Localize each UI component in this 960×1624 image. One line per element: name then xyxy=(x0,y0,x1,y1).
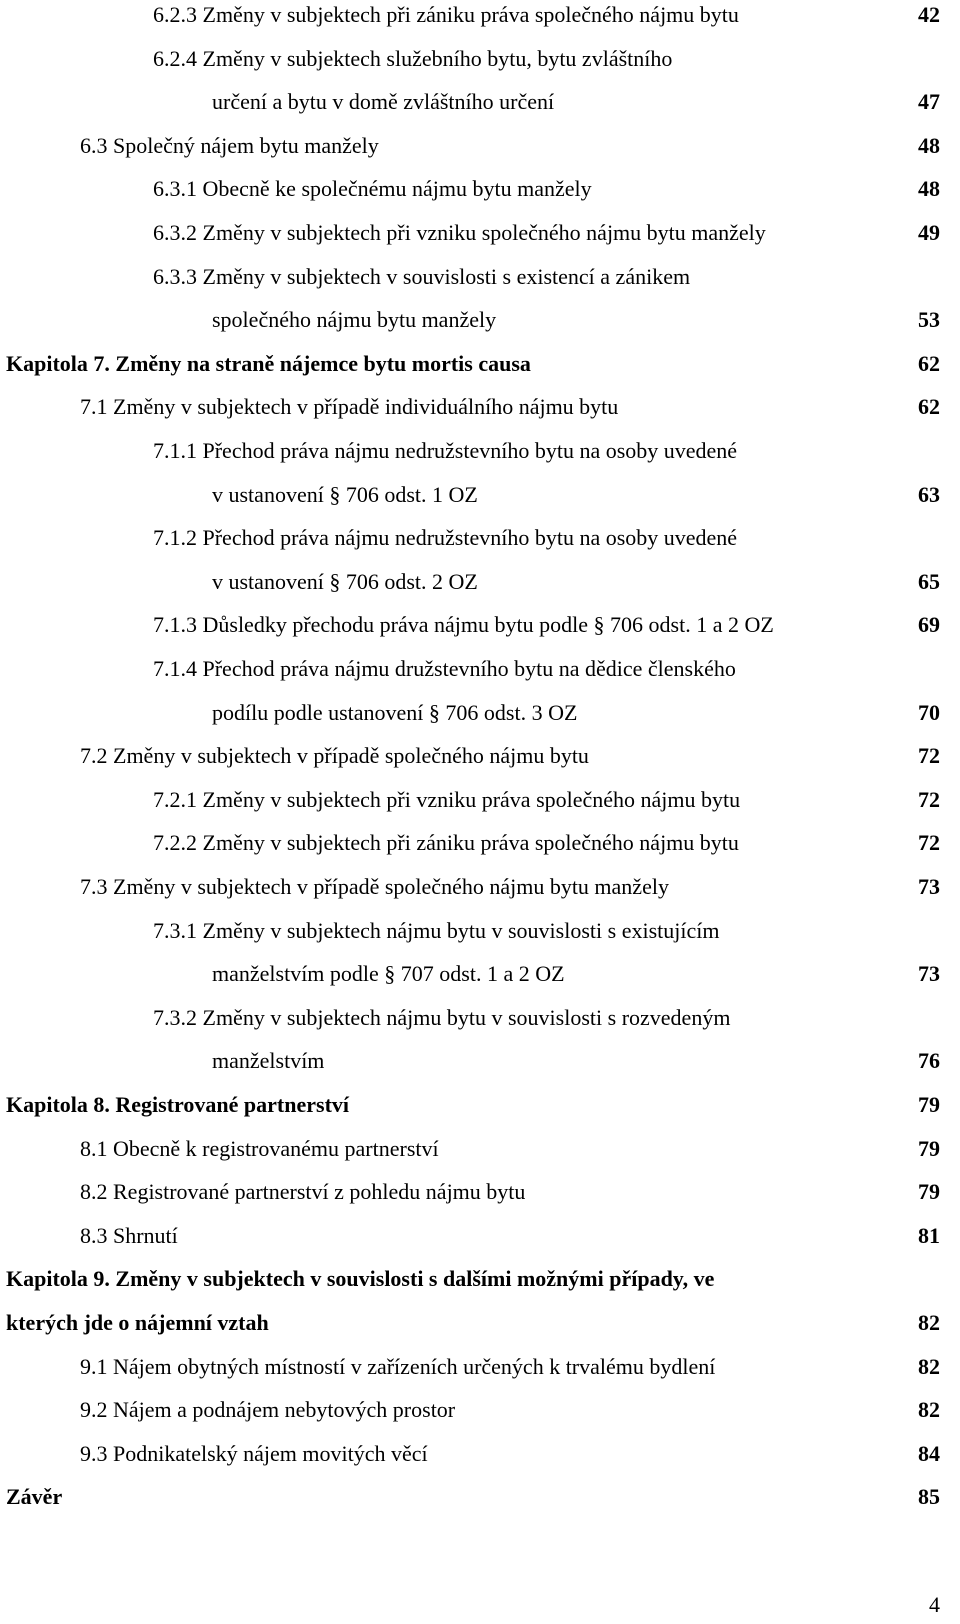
toc-entry-page: 82 xyxy=(918,1310,940,1335)
page-number: 4 xyxy=(929,1592,940,1617)
toc-entry-title: 6.3 Společný nájem bytu manžely xyxy=(80,132,379,158)
toc-entry xyxy=(0,603,960,647)
toc-entry-title: 6.3.2 Změny v subjektech při vzniku společného nájmu bytu manžely xyxy=(153,220,766,245)
toc-entry-title: 6.2.3 Změny v subjektech při zániku práva společného nájmu bytu xyxy=(153,2,739,27)
toc-entry-page: 76 xyxy=(918,1048,940,1074)
toc-entry xyxy=(0,734,960,778)
toc-entry-title: 7.2.2 Změny v subjektech při zániku práva společného nájmu bytu xyxy=(153,830,739,856)
toc-entry-title: 7.3.2 Změny v subjektech nájmu bytu v souvislosti s rozvedeným xyxy=(153,1004,731,1030)
toc-entry-page: 69 xyxy=(918,612,940,638)
toc-entry-title: 7.2.1 Změny v subjektech při vzniku práva společného nájmu bytu xyxy=(153,786,741,812)
toc-entry xyxy=(0,996,960,1040)
toc-chapter-entry xyxy=(0,1083,960,1127)
toc-entry-title: manželstvím xyxy=(212,1048,325,1074)
toc-chapter-entry xyxy=(0,1301,960,1345)
toc-entry-title: 8.2 Registrované partnerství z pohledu nájmu bytu xyxy=(80,1179,526,1205)
toc-entry-page: 48 xyxy=(918,132,940,158)
toc-entry xyxy=(0,1214,960,1258)
toc-entry-title: 8.1 Obecně k registrovanému partnerství xyxy=(80,1135,439,1161)
toc-entry-page: 73 xyxy=(918,961,940,987)
toc-entry-title: Kapitola 8. Registrované partnerství xyxy=(6,1092,350,1117)
toc-entry-title: Závěr xyxy=(6,1484,63,1510)
toc-entry-title: 6.3.1 Obecně ke společnému nájmu bytu manžely xyxy=(153,176,592,202)
toc-entry-title: Kapitola 9. Změny v subjektech v souvislosti s dalšími možnými případy, ve xyxy=(6,1266,715,1292)
toc-entry-title: 7.1.4 Přechod práva nájmu družstevního bytu na dědice členského xyxy=(153,656,736,681)
toc-entry-title: 7.2 Změny v subjektech v případě společného nájmu bytu xyxy=(80,743,589,769)
toc-entry-page: 49 xyxy=(918,220,940,245)
toc-entry xyxy=(0,473,960,517)
toc-entry-title: 7.3.1 Změny v subjektech nájmu bytu v souvislosti s existujícím xyxy=(153,917,720,943)
toc-chapter-entry xyxy=(0,1257,960,1301)
toc-entry-page: 79 xyxy=(918,1179,940,1205)
toc-entry xyxy=(0,167,960,211)
toc-entry xyxy=(0,952,960,996)
toc-entry-title: společného nájmu bytu manžely xyxy=(212,307,497,333)
toc-entry xyxy=(0,691,960,735)
toc-entry-title: 9.2 Nájem a podnájem nebytových prostor xyxy=(80,1397,456,1423)
toc-entry xyxy=(0,80,960,124)
toc-entry-title: podílu podle ustanovení § 706 odst. 3 OZ xyxy=(212,699,578,725)
toc-entry-title: 7.1.2 Přechod práva nájmu nedružstevního bytu na osoby uvedené xyxy=(153,525,738,551)
toc-entry-page: 47 xyxy=(918,89,940,115)
toc-entry-title: Kapitola 7. Změny na straně nájemce bytu mortis causa xyxy=(6,350,531,376)
toc-entry xyxy=(0,1432,960,1476)
toc-entry xyxy=(0,821,960,865)
toc-entry xyxy=(0,778,960,822)
toc-entry-page: 72 xyxy=(918,743,940,769)
toc-entry-page: 82 xyxy=(918,1353,940,1379)
toc-entry xyxy=(0,647,960,691)
toc-entry xyxy=(0,909,960,953)
toc-entry xyxy=(0,37,960,81)
toc-entry-page: 73 xyxy=(918,874,940,899)
toc-entry-page: 62 xyxy=(918,350,940,376)
toc-entry-title: 7.3 Změny v subjektech v případě společného nájmu bytu manžely xyxy=(80,874,669,899)
toc-entry-page: 48 xyxy=(918,176,940,202)
toc-entry-page: 53 xyxy=(918,307,940,333)
toc-entry-page: 62 xyxy=(918,394,940,420)
toc-entry-title: 7.1.3 Důsledky přechodu práva nájmu bytu podle § 706 odst. 1 a 2 OZ xyxy=(153,612,774,638)
toc-entry-title: v ustanovení § 706 odst. 1 OZ xyxy=(212,481,478,507)
toc-entry-title: manželstvím podle § 707 odst. 1 a 2 OZ xyxy=(212,961,565,987)
toc-entry xyxy=(0,298,960,342)
toc-entry-title: 7.1 Změny v subjektech v případě individuálního nájmu bytu xyxy=(80,394,619,420)
toc-entry-title: v ustanovení § 706 odst. 2 OZ xyxy=(212,568,478,594)
toc-entry-title: 8.3 Shrnutí xyxy=(80,1222,178,1248)
toc-entry xyxy=(0,1039,960,1083)
toc-entry-title: určení a bytu v domě zvláštního určení xyxy=(212,89,555,115)
toc-entry-page: 79 xyxy=(918,1135,940,1161)
toc-entry xyxy=(0,865,960,909)
toc-entry xyxy=(0,1345,960,1389)
toc-entry-page: 79 xyxy=(918,1092,940,1117)
toc-chapter-entry xyxy=(0,1475,960,1519)
toc-entry xyxy=(0,516,960,560)
toc-entry xyxy=(0,429,960,473)
toc-entry-title: 6.3.3 Změny v subjektech v souvislosti s existencí a zánikem xyxy=(153,263,691,289)
toc-entry xyxy=(0,124,960,168)
toc-entry-page: 70 xyxy=(918,699,940,725)
toc-chapter-entry xyxy=(0,342,960,386)
toc-entry xyxy=(0,0,960,37)
toc-entry-page: 72 xyxy=(918,830,940,856)
toc-entry-title: 9.3 Podnikatelský nájem movitých věcí xyxy=(80,1440,428,1466)
toc-entry-title: 9.1 Nájem obytných místností v zařízeních určených k trvalému bydlení xyxy=(80,1353,716,1379)
toc-entry xyxy=(0,255,960,299)
toc-entry xyxy=(0,560,960,604)
toc-entry xyxy=(0,1170,960,1214)
toc-entry-title: 6.2.4 Změny v subjektech služebního bytu, bytu zvláštního xyxy=(153,45,673,71)
toc-entry-page: 85 xyxy=(918,1484,940,1510)
toc-entry-page: 72 xyxy=(918,786,940,812)
toc-entry-page: 84 xyxy=(918,1440,940,1466)
toc-entry-page: 65 xyxy=(918,568,940,594)
toc-entry-page: 42 xyxy=(918,2,940,27)
toc-entry xyxy=(0,1127,960,1171)
toc-entry-title: 7.1.1 Přechod práva nájmu nedružstevního bytu na osoby uvedené xyxy=(153,438,738,463)
toc-entry xyxy=(0,1388,960,1432)
toc-entry xyxy=(0,211,960,255)
toc-entry-page: 81 xyxy=(918,1222,940,1248)
toc-entry-page: 82 xyxy=(918,1397,940,1423)
toc-entry xyxy=(0,385,960,429)
toc-entry-title: kterých jde o nájemní vztah xyxy=(6,1310,269,1335)
toc-entry-page: 63 xyxy=(918,481,940,507)
